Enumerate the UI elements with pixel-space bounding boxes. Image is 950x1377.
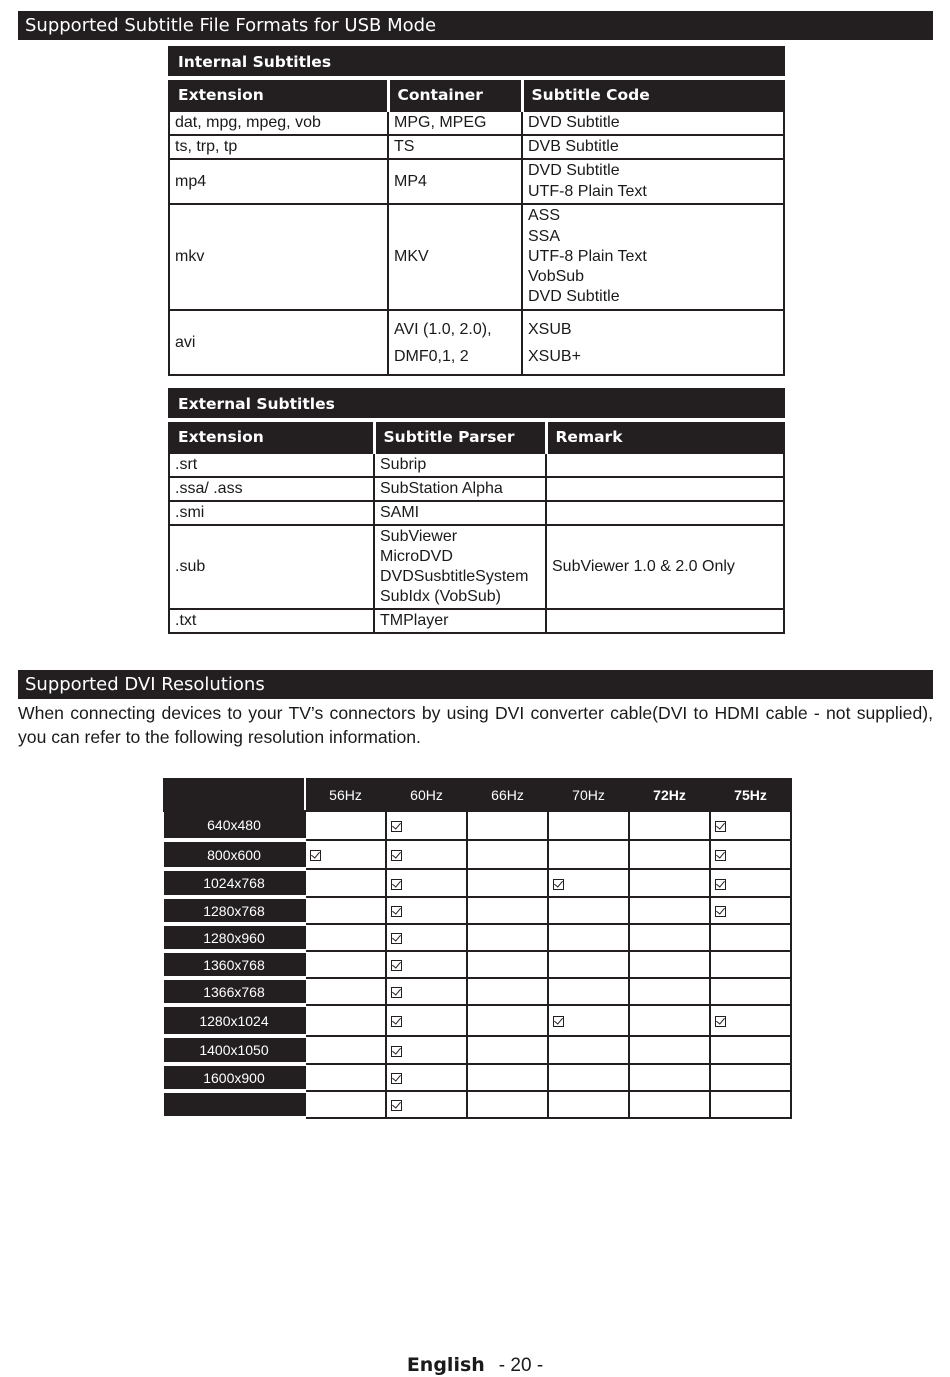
external-subtitles-table <box>168 388 785 634</box>
support-cell <box>548 978 629 1005</box>
extension-cell: mp4 <box>169 159 388 204</box>
support-cell <box>305 924 386 951</box>
checkbox-checked-icon <box>391 1073 402 1084</box>
support-cell <box>629 1005 710 1036</box>
checkbox-checked-icon <box>715 879 726 890</box>
remark-cell <box>546 453 784 477</box>
column-header-remark: Remark <box>546 420 784 453</box>
support-cell <box>386 840 467 869</box>
frequency-header: 72Hz <box>629 779 710 811</box>
parser-cell <box>374 525 546 609</box>
support-cell <box>710 951 791 978</box>
checkbox-checked-icon <box>553 879 564 890</box>
support-cell <box>548 1005 629 1036</box>
resolution-label: 1600x900 <box>164 1064 305 1091</box>
support-cell <box>710 811 791 840</box>
resolution-row <box>164 1036 791 1064</box>
resolution-row <box>164 840 791 869</box>
parser-line: SubViewer <box>380 527 458 545</box>
support-cell <box>467 978 548 1005</box>
resolution-row <box>164 1005 791 1036</box>
support-cell <box>467 1064 548 1091</box>
parser-cell: TMPlayer <box>374 609 546 633</box>
checkbox-checked-icon <box>391 1046 402 1057</box>
subtitle-code-line: XSUB+ <box>528 347 581 365</box>
resolution-row <box>164 951 791 978</box>
support-cell <box>710 924 791 951</box>
checkbox-checked-icon <box>391 960 402 971</box>
checkbox-checked-icon <box>391 933 402 944</box>
resolution-label: 800x600 <box>164 840 305 869</box>
resolution-label: 1360x768 <box>164 951 305 978</box>
support-cell <box>305 1064 386 1091</box>
support-cell <box>629 924 710 951</box>
resolution-label: 1280x1024 <box>164 1005 305 1036</box>
support-cell <box>629 840 710 869</box>
subtitle-code-line: SSA <box>528 227 561 245</box>
container-cell: MKV <box>388 204 522 310</box>
support-cell <box>548 897 629 924</box>
extension-cell: .srt <box>169 453 374 477</box>
support-cell <box>305 1005 386 1036</box>
frequency-header: 66Hz <box>467 779 548 811</box>
table-row <box>169 111 784 135</box>
section-title-dvi-resolutions: Supported DVI Resolutions <box>18 670 933 699</box>
checkbox-checked-icon <box>391 821 402 832</box>
subtitle-code-line: UTF-8 Plain Text <box>528 247 647 265</box>
support-cell <box>548 951 629 978</box>
table-row <box>169 159 784 204</box>
dvi-resolution-table <box>163 778 792 1120</box>
checkbox-checked-icon <box>553 1016 564 1027</box>
subtitle-code-line: UTF-8 Plain Text <box>528 182 647 200</box>
column-header-extension: Extension <box>169 420 374 453</box>
support-cell <box>386 869 467 897</box>
frequency-header: 70Hz <box>548 779 629 811</box>
remark-cell <box>546 609 784 633</box>
support-cell <box>305 1091 386 1118</box>
extension-cell: avi <box>169 310 388 375</box>
support-cell <box>467 897 548 924</box>
support-cell <box>305 897 386 924</box>
subtitle-code-line: DVD Subtitle <box>528 162 620 180</box>
parser-cell: SubStation Alpha <box>374 477 546 501</box>
external-subtitles-caption: External Subtitles <box>169 389 784 420</box>
remark-cell <box>546 501 784 525</box>
support-cell <box>548 1036 629 1064</box>
support-cell <box>629 1036 710 1064</box>
column-header-container: Container <box>388 78 522 111</box>
support-cell <box>386 1036 467 1064</box>
resolution-label: 1366x768 <box>164 978 305 1005</box>
container-cell: MPG, MPEG <box>388 111 522 135</box>
support-cell <box>629 951 710 978</box>
parser-line: MicroDVD <box>380 547 453 565</box>
support-cell <box>548 924 629 951</box>
support-cell <box>710 897 791 924</box>
subtitle-code-line: XSUB <box>528 320 572 338</box>
table-row <box>169 525 784 609</box>
support-cell <box>386 951 467 978</box>
container-cell: TS <box>388 135 522 159</box>
support-cell <box>548 840 629 869</box>
internal-subtitles-caption: Internal Subtitles <box>169 47 784 78</box>
support-cell <box>710 840 791 869</box>
support-cell <box>629 1064 710 1091</box>
resolution-label <box>164 1091 305 1118</box>
page-number: - 20 - <box>498 1355 544 1376</box>
extension-cell: .sub <box>169 525 374 609</box>
container-cell <box>388 310 522 375</box>
support-cell <box>629 869 710 897</box>
checkbox-checked-icon <box>715 850 726 861</box>
remark-cell <box>546 477 784 501</box>
remark-cell: SubViewer 1.0 & 2.0 Only <box>546 525 784 609</box>
support-cell <box>386 897 467 924</box>
support-cell <box>710 978 791 1005</box>
extension-cell: ts, trp, tp <box>169 135 388 159</box>
column-header-subtitle-parser: Subtitle Parser <box>374 420 546 453</box>
internal-subtitles-table <box>168 46 785 376</box>
support-cell <box>386 978 467 1005</box>
frequency-header: 60Hz <box>386 779 467 811</box>
subtitle-code-cell <box>522 204 784 310</box>
extension-cell: .txt <box>169 609 374 633</box>
resolution-row <box>164 869 791 897</box>
parser-cell: SAMI <box>374 501 546 525</box>
table-row <box>169 477 784 501</box>
column-header-extension: Extension <box>169 78 388 111</box>
checkbox-checked-icon <box>391 1016 402 1027</box>
parser-line: DVDSusbtitleSystem <box>380 568 529 585</box>
resolution-label: 1400x1050 <box>164 1036 305 1064</box>
checkbox-checked-icon <box>715 906 726 917</box>
support-cell <box>305 840 386 869</box>
subtitle-code-line: DVD Subtitle <box>528 288 620 306</box>
support-cell <box>305 1036 386 1064</box>
support-cell <box>467 1091 548 1118</box>
section-title-subtitle-formats: Supported Subtitle File Formats for USB Mode <box>18 11 933 40</box>
table-row <box>169 453 784 477</box>
resolution-row <box>164 1091 791 1118</box>
support-cell <box>386 811 467 840</box>
support-cell <box>305 869 386 897</box>
checkbox-checked-icon <box>391 1100 402 1111</box>
support-cell <box>710 1005 791 1036</box>
support-cell <box>629 978 710 1005</box>
container-line: DMF0,1, 2 <box>394 347 469 365</box>
support-cell <box>305 978 386 1005</box>
checkbox-checked-icon <box>391 850 402 861</box>
resolution-label: 640x480 <box>164 811 305 840</box>
extension-cell: .ssa/ .ass <box>169 477 374 501</box>
resolution-row <box>164 811 791 840</box>
support-cell <box>710 1064 791 1091</box>
table-row <box>169 204 784 310</box>
resolution-row <box>164 1064 791 1091</box>
resolution-row <box>164 978 791 1005</box>
container-cell: MP4 <box>388 159 522 204</box>
container-line: AVI (1.0, 2.0), <box>394 320 492 338</box>
support-cell <box>467 811 548 840</box>
support-cell <box>710 1036 791 1064</box>
checkbox-checked-icon <box>391 879 402 890</box>
support-cell <box>386 924 467 951</box>
support-cell <box>467 924 548 951</box>
checkbox-checked-icon <box>715 1016 726 1027</box>
frequency-header: 56Hz <box>305 779 386 811</box>
table-row <box>169 609 784 633</box>
extension-cell: dat, mpg, mpeg, vob <box>169 111 388 135</box>
support-cell <box>305 811 386 840</box>
checkbox-checked-icon <box>391 987 402 998</box>
frequency-header: 75Hz <box>710 779 791 811</box>
support-cell <box>629 1091 710 1118</box>
resolution-label: 1280x960 <box>164 924 305 951</box>
support-cell <box>548 869 629 897</box>
resolution-label: 1280x768 <box>164 897 305 924</box>
support-cell <box>548 1091 629 1118</box>
table-row <box>169 501 784 525</box>
subtitle-code-line: ASS <box>528 207 561 225</box>
support-cell <box>467 869 548 897</box>
support-cell <box>629 811 710 840</box>
dvi-intro-paragraph: When connecting devices to your TV’s connectors by using DVI converter cable(DVI to HDMI cable - not supplied), you can refer to the following resolution information. <box>18 703 933 747</box>
support-cell <box>548 1064 629 1091</box>
support-cell <box>548 811 629 840</box>
subtitle-code-cell: DVD Subtitle <box>522 111 784 135</box>
extension-cell: .smi <box>169 501 374 525</box>
resolution-row <box>164 924 791 951</box>
subtitle-code-cell <box>522 310 784 375</box>
support-cell <box>467 951 548 978</box>
subtitle-code-cell <box>522 159 784 204</box>
table-row <box>169 135 784 159</box>
footer-language: English <box>406 1354 485 1376</box>
extension-cell: mkv <box>169 204 388 310</box>
parser-line: SubIdx (VobSub) <box>380 588 501 606</box>
table-corner <box>164 779 305 811</box>
column-header-subtitle-code: Subtitle Code <box>522 78 784 111</box>
checkbox-checked-icon <box>310 850 321 861</box>
resolution-row <box>164 897 791 924</box>
support-cell <box>710 869 791 897</box>
resolution-label: 1024x768 <box>164 869 305 897</box>
checkbox-checked-icon <box>715 821 726 832</box>
page-footer <box>0 1354 950 1377</box>
support-cell <box>710 1091 791 1118</box>
parser-cell: Subrip <box>374 453 546 477</box>
support-cell <box>386 1091 467 1118</box>
subtitle-code-line: VobSub <box>528 268 585 286</box>
support-cell <box>629 897 710 924</box>
table-row <box>169 310 784 375</box>
support-cell <box>305 951 386 978</box>
support-cell <box>467 1005 548 1036</box>
support-cell <box>467 1036 548 1064</box>
support-cell <box>386 1064 467 1091</box>
support-cell <box>386 1005 467 1036</box>
support-cell <box>467 840 548 869</box>
checkbox-checked-icon <box>391 906 402 917</box>
subtitle-code-cell: DVB Subtitle <box>522 135 784 159</box>
